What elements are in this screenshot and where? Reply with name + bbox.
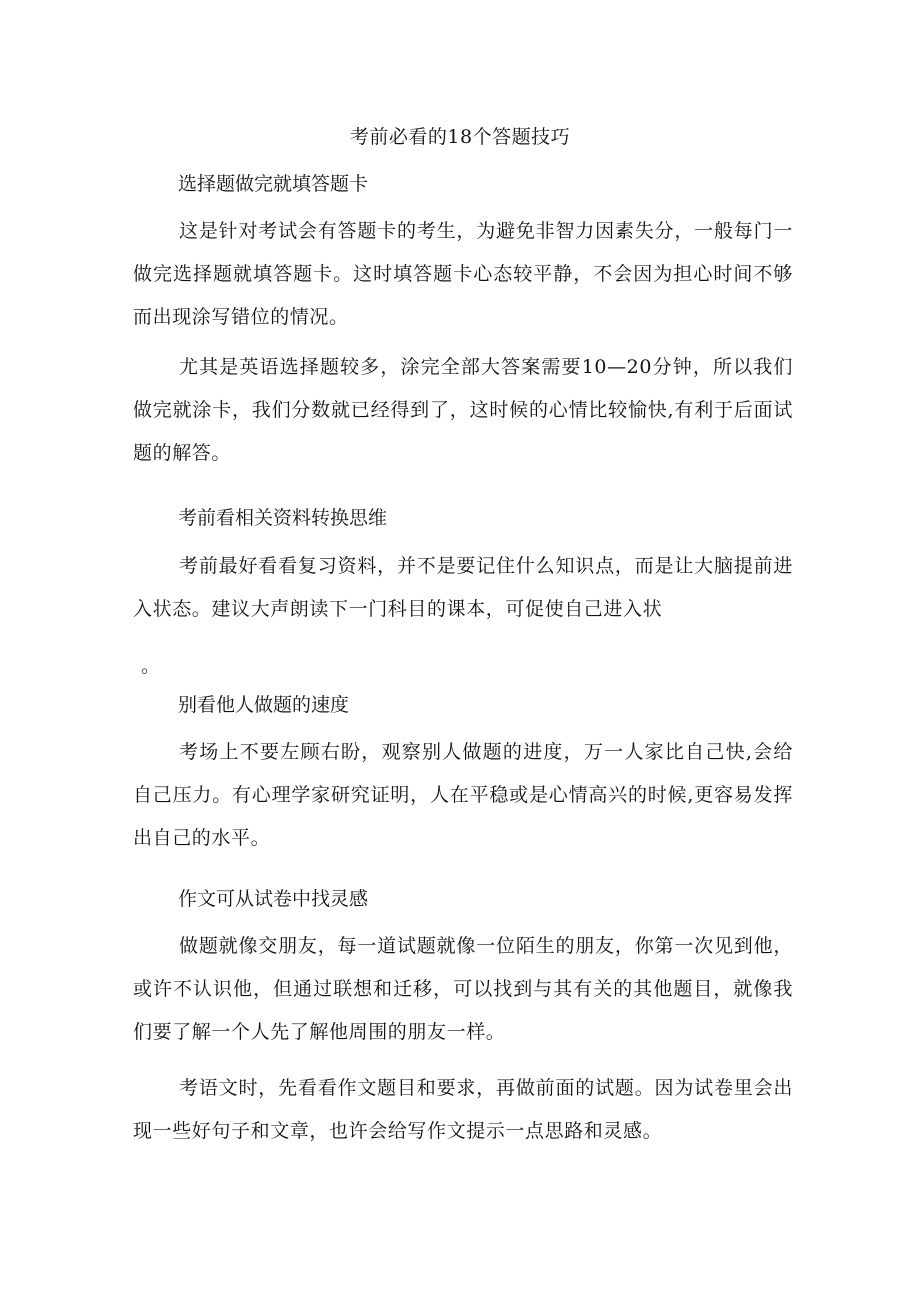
paragraph: 考场上不要左顾右盼，观察别人做题的进度，万一人家比自己快,会给自己压力。有心理学家研究证明，人在平稳或是心情高兴的时候,更容易发挥出自己的水平。 — [133, 741, 793, 849]
section-heading-essay-inspiration: 作文可从试卷中找灵感 — [178, 888, 369, 910]
section-heading-review-materials: 考前看相关资料转换思维 — [178, 507, 388, 529]
section-heading-others-speed: 别看他人做题的速度 — [178, 694, 350, 716]
dangling-punctuation: 。 — [141, 655, 161, 677]
paragraph: 尤其是英语选择题较多，涂完全部大答案需要10—20分钟，所以我们做完就涂卡，我们分数就已经得到了，这时候的心情比较愉快,有利于后面试题的解答。 — [133, 356, 793, 464]
page-title: 考前必看的18个答题技巧 — [349, 126, 571, 148]
paragraph: 这是针对考试会有答题卡的考生，为避免非智力因素失分，一般每门一做完选择题就填答题卡。这时填答题卡心态较平静，不会因为担心时间不够而出现涂写错位的情况。 — [133, 220, 793, 328]
section-heading-answer-card: 选择题做完就填答题卡 — [178, 173, 369, 195]
paragraph: 考语文时，先看看作文题目和要求，再做前面的试题。因为试卷里会出现一些好句子和文章，也许会给写作文提示一点思路和灵感。 — [133, 1077, 793, 1142]
paragraph: 考前最好看看复习资料，并不是要记住什么知识点，而是让大脑提前进入状态。建议大声朗读下一门科目的课本，可促使自己进入状 — [133, 555, 793, 620]
paragraph: 做题就像交朋友，每一道试题就像一位陌生的朋友，你第一次见到他，或许不认识他，但通过联想和迁移，可以找到与其有关的其他题目，就像我们要了解一个人先了解他周围的朋友一样。 — [133, 935, 793, 1043]
